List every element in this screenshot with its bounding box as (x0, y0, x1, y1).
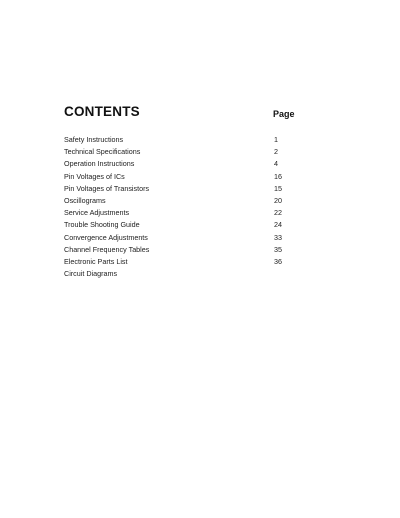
toc-entry-label: Trouble Shooting Guide (64, 220, 140, 230)
toc-entry-pin-voltages-transistors (64, 183, 304, 195)
toc-entry-page: 2 (274, 147, 278, 157)
toc-entry-page: 20 (274, 195, 282, 205)
toc-entry-service-adjustments (64, 207, 304, 219)
toc-entry-page: 4 (274, 159, 278, 169)
toc-entry-label: Technical Specifications (64, 147, 141, 157)
toc-entry-page: 22 (274, 208, 282, 218)
toc-entry-page: 15 (274, 183, 282, 193)
toc-entry-page: 36 (274, 256, 282, 266)
toc-entry-oscillograms (64, 195, 304, 207)
toc-entry-label: Service Adjustments (64, 208, 130, 218)
toc-entry-safety-instructions (64, 134, 304, 146)
toc-entry-page: 1 (274, 135, 278, 144)
toc-entry-label: Pin Voltages of Transistors (64, 183, 150, 193)
toc-entry-operation-instructions (64, 158, 304, 170)
toc-entry-circuit-diagrams (64, 268, 304, 280)
toc-entry-electronic-parts-list (64, 256, 304, 268)
toc-entry-page: 16 (274, 171, 282, 181)
toc-entry-trouble-shooting-guide (64, 219, 304, 231)
toc-entry-convergence-adjustments (64, 232, 304, 244)
toc-entry-label: Oscillograms (64, 195, 106, 205)
toc-entry-channel-frequency-tables (64, 244, 304, 256)
toc-entry-page: 35 (274, 244, 282, 254)
toc-entry-label: Operation Instructions (64, 159, 135, 169)
toc-entry-technical-specifications (64, 146, 304, 158)
toc-entry-pin-voltages-ics (64, 171, 304, 183)
toc-entry-label: Safety Instructions (64, 135, 124, 144)
page-title: CONTENTS (64, 104, 140, 119)
page-column-header: Page (273, 109, 295, 119)
toc-entry-label: Pin Voltages of ICs (64, 171, 125, 181)
toc-entry-label: Circuit Diagrams (64, 269, 118, 279)
toc-entry-label: Convergence Adjustments (64, 232, 148, 242)
toc-entry-label: Channel Frequency Tables (64, 244, 150, 254)
toc-entry-label: Electronic Parts List (64, 256, 128, 266)
toc-entry-page: 33 (274, 232, 282, 242)
toc-entry-page: 24 (274, 220, 282, 230)
table-of-contents (64, 134, 304, 280)
